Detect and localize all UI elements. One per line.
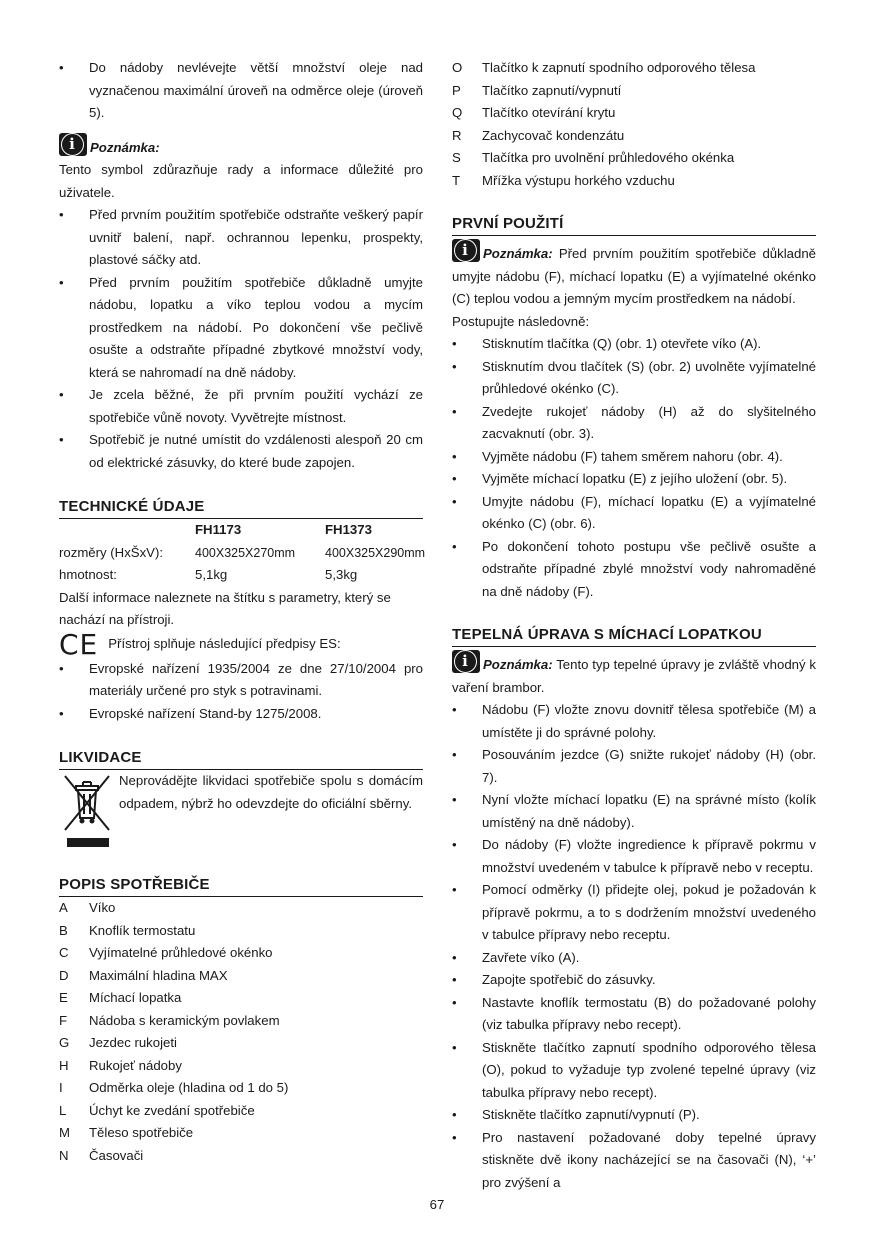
part-item xyxy=(59,1122,423,1145)
proceed-text: Postupujte následovně: xyxy=(452,313,590,329)
ce-row xyxy=(59,627,423,661)
spec-value: 5,1kg xyxy=(195,567,228,582)
first-use-steps xyxy=(452,333,816,603)
part-item xyxy=(452,125,816,148)
part-label: Rukojeť nádoby xyxy=(89,1057,182,1073)
part-item xyxy=(59,987,423,1010)
list-item: • Nádobu (F) vložte znovu dovnitř tělesa spotřebiče (M) a umístěte ji do správné polohy. xyxy=(452,699,816,744)
part-label: Úchyt ke zvedání spotřebiče xyxy=(89,1102,255,1118)
part-label: Víko xyxy=(89,900,116,915)
info-icon: i xyxy=(59,133,87,156)
parts-list xyxy=(59,897,423,1167)
part-key: M xyxy=(59,1125,70,1140)
list-item: • Vyjměte míchací lopatku (E) z jejího uložení (obr. 5). xyxy=(452,468,816,491)
part-key: L xyxy=(59,1102,67,1118)
regulations-list xyxy=(59,658,423,726)
part-key: H xyxy=(59,1057,69,1073)
part-item xyxy=(452,80,816,103)
part-key: D xyxy=(59,967,69,983)
right-column xyxy=(452,57,816,1194)
list-item: • Pro nastavení požadované doby tepelné úpravy stiskněte dvě ikony nacházející se na časovači (N), ‘+’ pro zvýšení a xyxy=(452,1127,816,1195)
list-item: • Evropské nařízení 1935/2004 ze dne 27/10/2004 pro materiály určené pro styk s potravinami. xyxy=(59,658,423,703)
part-key: I xyxy=(59,1080,63,1095)
part-key: S xyxy=(452,150,461,165)
list-item: • Je zcela běžné, že při prvním použití vychází ze spotřebiče vůně novoty. Vyvětrejte místnost. xyxy=(59,384,423,429)
list-item: • Zvedejte rukojeť nádoby (H) až do slyšitelného zacvaknutí (obr. 3). xyxy=(452,401,816,446)
list-item: • Stisknutím tlačítka (Q) (obr. 1) otevřete víko (A). xyxy=(452,333,816,356)
list-item: • Nyní vložte míchací lopatku (E) na správné místo (kolík umístěný na dně nádoby). xyxy=(452,789,816,834)
note-text: Tento symbol zdůrazňuje rady a informace důležité pro uživatele. xyxy=(59,162,423,200)
spec-value: 400X325X270mm xyxy=(195,545,296,560)
page-number: 67 xyxy=(429,1197,445,1212)
tech-heading: TECHNICKÉ ÚDAJE xyxy=(59,497,423,519)
part-label: Knoflík termostatu xyxy=(89,922,196,938)
list-item: • Zavřete víko (A). xyxy=(452,947,816,970)
list-item: • Umyjte nádobu (F), míchací lopatku (E) a vyjímatelné okénko (C) (obr. 6). xyxy=(452,491,816,536)
part-label: Těleso spotřebiče xyxy=(89,1125,194,1140)
part-item xyxy=(59,1145,423,1168)
part-label: Tlačítko k zapnutí spodního odporového tělesa xyxy=(482,60,756,75)
ce-text: Přístroj splňuje následující předpisy ES: xyxy=(108,636,341,652)
model-2: FH1373 xyxy=(325,522,372,537)
list-item: • Zapojte spotřebič do zásuvky. xyxy=(452,969,816,992)
part-label: Časovači xyxy=(89,1147,144,1163)
more-info: Další informace naleznete na štítku s parametry, který se nachází na přístroji. xyxy=(59,589,391,627)
intro-list xyxy=(59,57,423,125)
part-label: Mřížka výstupu horkého vzduchu xyxy=(482,172,675,188)
list-item: • Stiskněte tlačítko zapnutí spodního odporového tělesa (O), pokud to vyžaduje typ zvolené tepelné úpravy (viz tabulka přípravy nebo recept). xyxy=(452,1037,816,1105)
part-item xyxy=(59,897,423,920)
crossed-bin-icon xyxy=(59,770,115,856)
spec-row-dimensions xyxy=(59,542,426,565)
first-use-note: i Poznámka: Před prvním použitím spotřebiče důkladně umyjte nádobu (F), míchací lopatku (E) a vyjímatelné okénko (C) teplou vodou a jemným mycím prostředkem na nádobí. xyxy=(452,241,816,306)
part-item xyxy=(59,1010,423,1033)
part-key: B xyxy=(59,922,68,938)
part-item xyxy=(59,942,423,965)
part-item xyxy=(452,102,816,125)
note-label: Poznámka: xyxy=(90,139,160,155)
list-item: • Nastavte knoflík termostatu (B) do požadované polohy (viz tabulka přípravy nebo recept). xyxy=(452,992,816,1037)
list-item: • Před prvním použitím spotřebiče odstraňte veškerý papír uvnitř balení, např. ochrannou lepenku, prospekty, plastové sáčky atd. xyxy=(59,204,423,272)
part-item xyxy=(59,1077,423,1100)
heat-heading: TEPELNÁ ÚPRAVA S MÍCHACÍ LOPATKOU xyxy=(452,625,816,647)
part-key: C xyxy=(59,945,69,960)
part-label: Nádoba s keramickým povlakem xyxy=(89,1012,280,1028)
part-key: O xyxy=(452,60,463,75)
part-item xyxy=(452,57,816,80)
spec-label: hmotnost: xyxy=(59,567,117,582)
part-label: Tlačítka pro uvolnění průhledového okénka xyxy=(482,150,735,165)
part-key: T xyxy=(452,172,461,188)
note xyxy=(59,133,423,160)
part-item xyxy=(59,1100,423,1123)
list-item: • Do nádoby (F) vložte ingredience k přípravě pokrmu v množství uvedeném v tabulce k přípravě nebo v receptu. xyxy=(452,834,816,879)
info-icon: i xyxy=(452,650,480,673)
preparation-list xyxy=(59,204,423,474)
part-label: Míchací lopatka xyxy=(89,990,182,1005)
part-key: G xyxy=(59,1035,70,1050)
disposal-row xyxy=(59,770,423,856)
heat-note: i Poznámka: Tento typ tepelné úpravy je zvláště vhodný k vaření brambor. xyxy=(452,652,816,695)
list-item: • Posouváním jezdce (G) snižte rukojeť nádoby (H) (obr. 7). xyxy=(452,744,816,789)
part-label: Tlačítko zapnutí/vypnutí xyxy=(482,82,622,98)
disposal-text: Neprovádějte likvidaci spotřebiče spolu s domácím odpadem, nýbrž ho odevzdejte do oficiální sběrny. xyxy=(119,773,423,811)
list-item: • Evropské nařízení Stand-by 1275/2008. xyxy=(59,703,423,726)
spec-label: rozměry (HxŠxV): xyxy=(59,544,164,560)
first-use-heading: PRVNÍ POUŽITÍ xyxy=(452,214,816,236)
list-item: • Do nádoby nevlévejte větší množství oleje nad vyznačenou maximální úroveň na odměrce oleje (úroveň 5). xyxy=(59,57,423,125)
ce-mark-icon: CE xyxy=(59,627,99,661)
parts-heading: POPIS SPOTŘEBIČE xyxy=(59,875,423,897)
spec-value: 400X325X290mm xyxy=(325,545,426,560)
part-label: Jezdec rukojeti xyxy=(89,1035,177,1050)
part-key: N xyxy=(59,1147,69,1163)
model-1: FH1173 xyxy=(195,522,242,537)
parts-list-continued xyxy=(452,57,816,192)
part-key: P xyxy=(452,82,461,98)
spec-header-row xyxy=(59,519,423,542)
spec-row-weight xyxy=(59,564,423,587)
heat-steps xyxy=(452,699,816,1194)
part-key: E xyxy=(59,990,68,1005)
part-item xyxy=(59,1032,423,1055)
part-key: A xyxy=(59,900,68,915)
list-item: • Stiskněte tlačítko zapnutí/vypnutí (P). xyxy=(452,1104,816,1127)
list-item: • Vyjměte nádobu (F) tahem směrem nahoru (obr. 4). xyxy=(452,446,816,469)
list-item: • Před prvním použitím spotřebiče důkladně umyjte nádobu, lopatku a víko teplou vodou a mycím prostředkem na nádobí. Po dokončení vše pečlivě osušte a odstraňte případné zbytkové množství vody, která se nahromadí na dně nádoby. xyxy=(59,272,423,385)
part-item xyxy=(452,170,816,193)
part-item xyxy=(59,965,423,988)
info-icon: i xyxy=(452,239,480,262)
list-item: • Stisknutím dvou tlačítek (S) (obr. 2) uvolněte vyjímatelné průhledové okénko (C). xyxy=(452,356,816,401)
spec-value: 5,3kg xyxy=(325,567,358,582)
part-key: F xyxy=(59,1012,68,1028)
left-column xyxy=(59,57,426,1167)
part-label: Odměrka oleje (hladina od 1 do 5) xyxy=(89,1080,289,1095)
part-key: R xyxy=(452,127,462,143)
part-item xyxy=(59,1055,423,1078)
list-item: • Pomocí odměrky (I) přidejte olej, pokud je požadován k přípravě pokrmu, a to s dodržením množství uvedeného v tabulce přípravy nebo receptu. xyxy=(452,879,816,947)
part-item xyxy=(452,147,816,170)
part-label: Vyjímatelné průhledové okénko xyxy=(89,945,273,960)
part-label: Maximální hladina MAX xyxy=(89,967,228,983)
list-item: • Po dokončení tohoto postupu vše pečlivě osušte a odstraňte případné zbylé množství vody nahromaděné na dně nádoby (F). xyxy=(452,536,816,604)
part-key: Q xyxy=(452,105,463,120)
list-item: • Spotřebič je nutné umístit do vzdálenosti alespoň 20 cm od elektrické zásuvky, do které bude zapojen. xyxy=(59,429,423,474)
part-label: Tlačítko otevírání krytu xyxy=(482,105,616,120)
part-item xyxy=(59,920,423,943)
part-label: Zachycovač kondenzátu xyxy=(482,127,625,143)
disposal-heading: LIKVIDACE xyxy=(59,748,423,770)
